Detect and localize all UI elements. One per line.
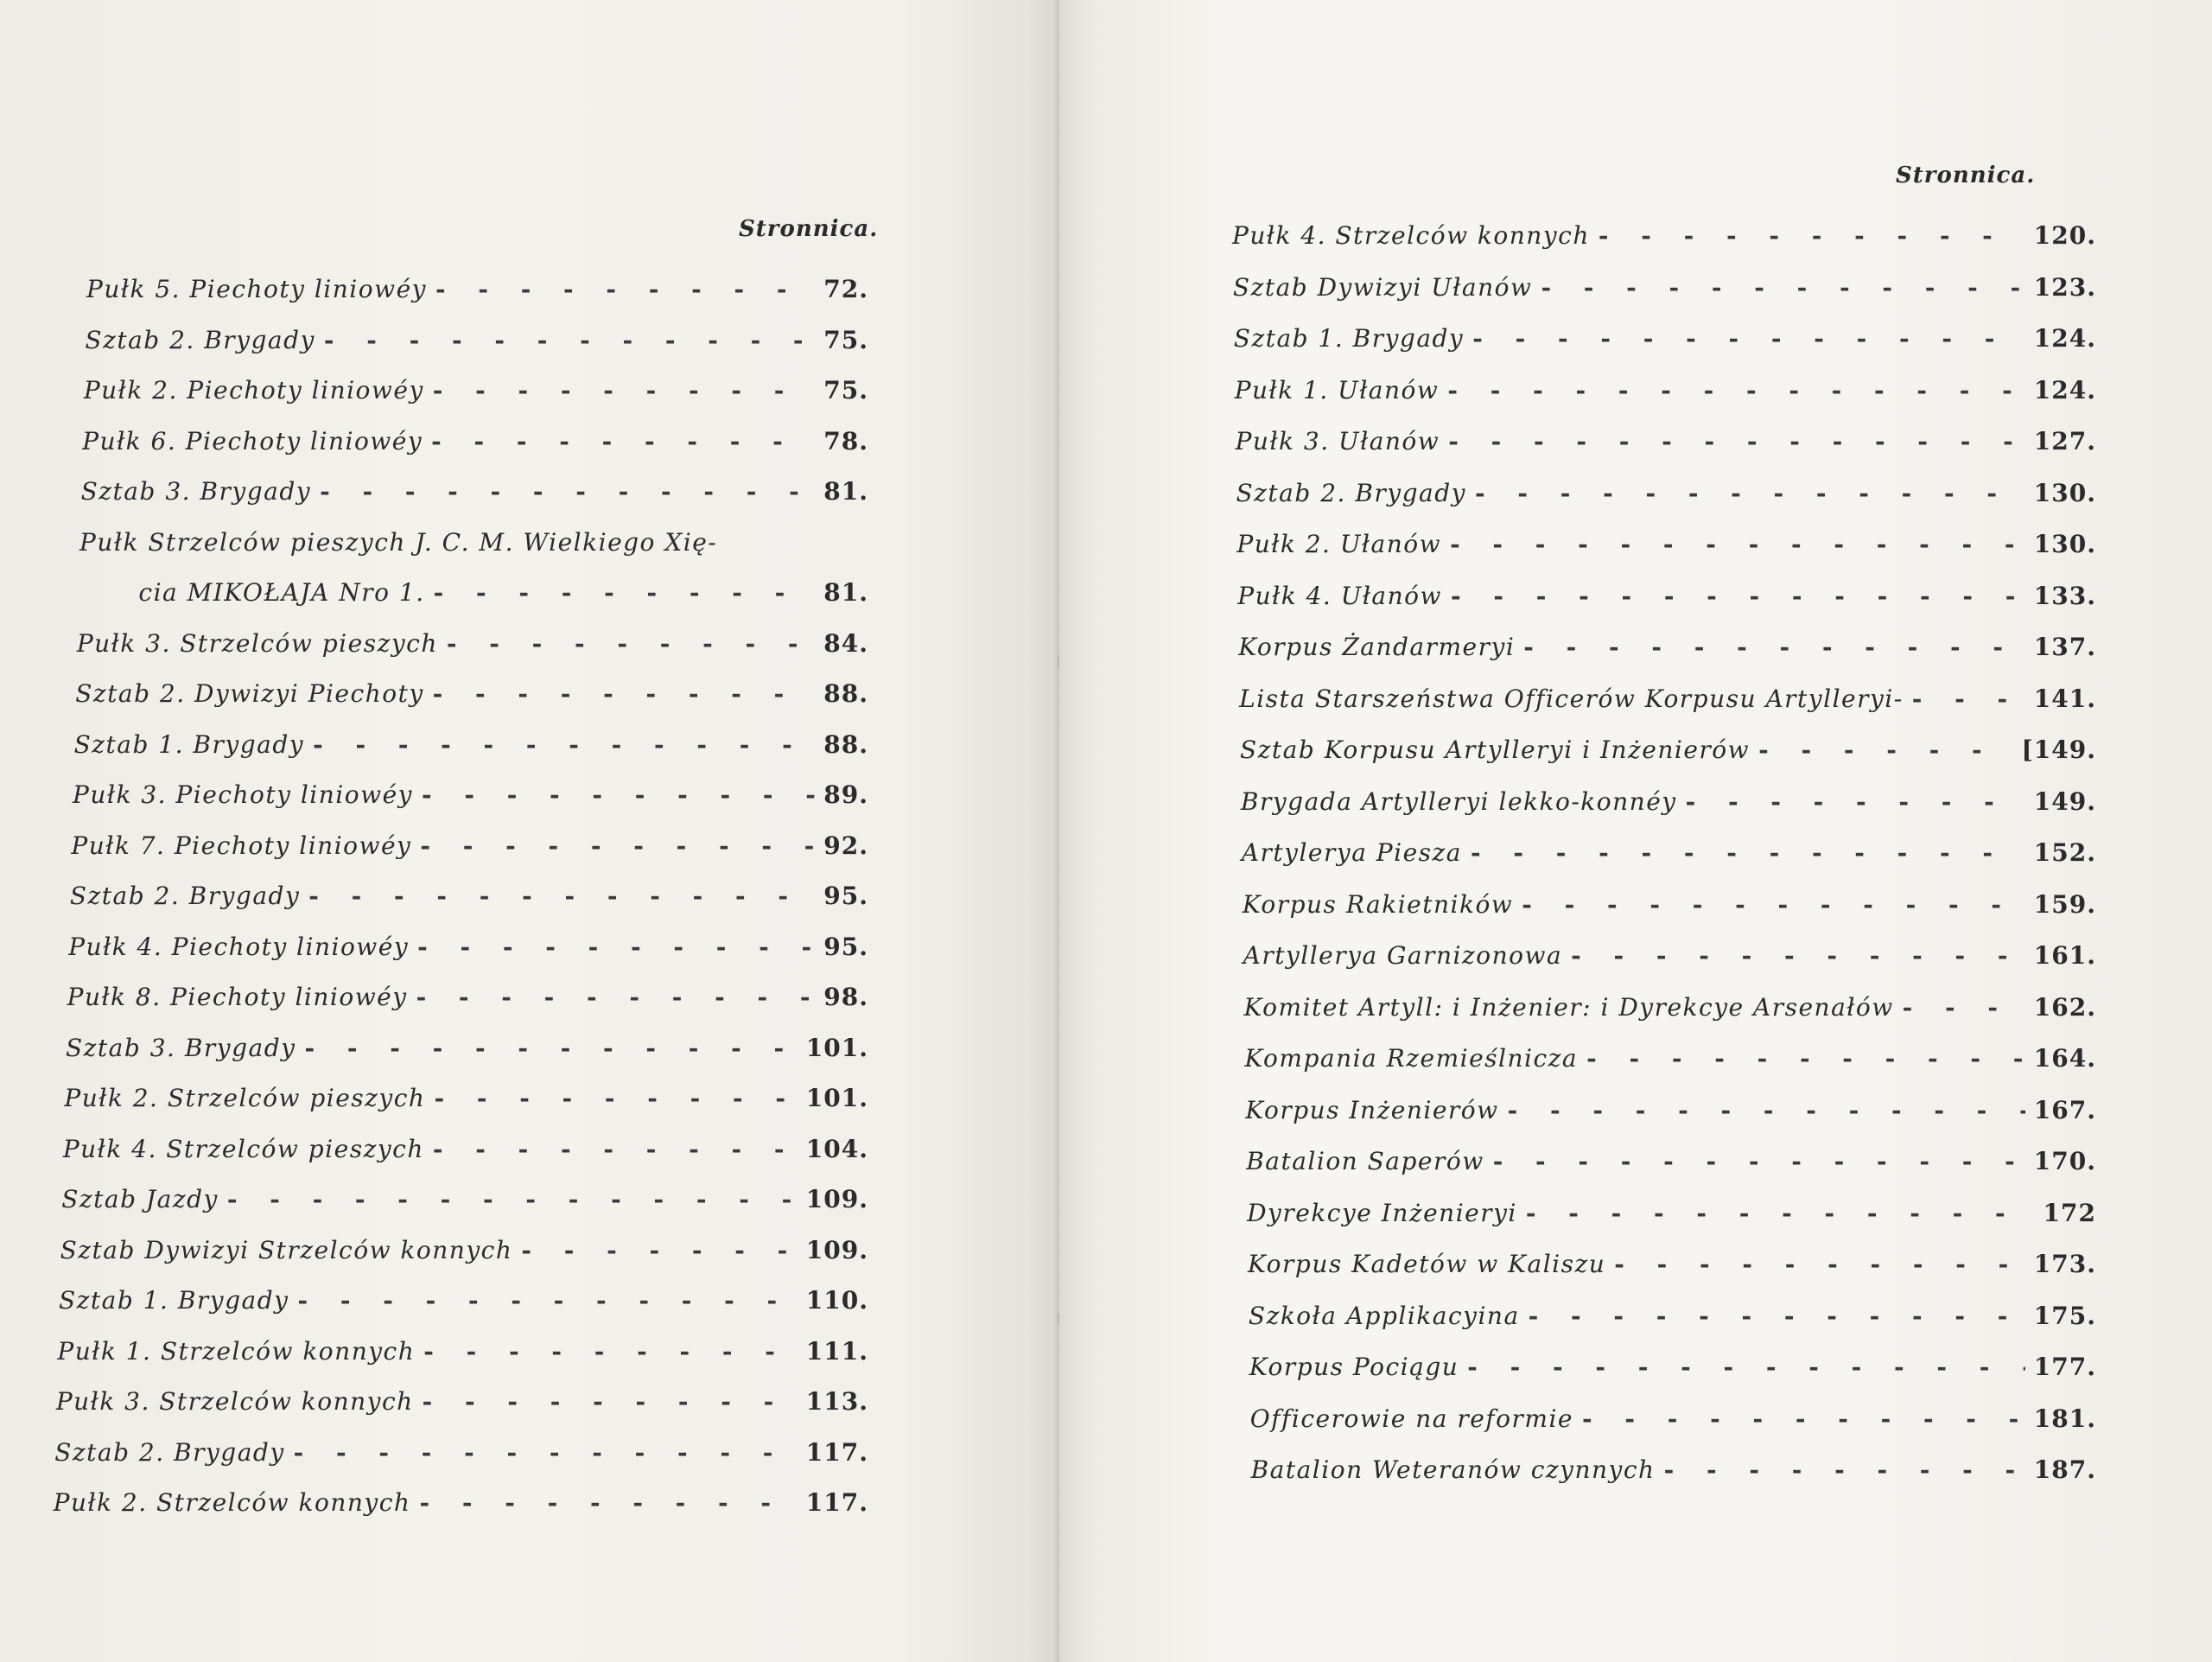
toc-page-number: 123. [2033,272,2096,302]
toc-entry-title: Lista Starszeństwa Officerów Korpusu Artylleryi- [1239,684,1904,713]
dot-leader [1493,1147,2025,1175]
toc-entry [77,629,868,674]
toc-entry [1239,685,2096,729]
toc-entry [61,1185,868,1230]
toc-entry [74,730,868,775]
dot-leader [1614,1250,2025,1278]
toc-entry [1238,633,2096,678]
toc-entry [54,1488,868,1533]
left-page-header: Stronnica. [739,216,879,242]
toc-entry [1250,1404,2096,1449]
toc-page-number: 159. [2033,889,2096,919]
toc-entry-title: Sztab Jazdy [61,1185,219,1213]
toc-entry-title: Sztab Dywizyi Ułanów [1232,272,1533,302]
toc-entry-title: Sztab 2. Brygady [69,882,301,910]
right-page [1059,0,2212,1662]
dot-leader [434,578,816,607]
toc-page-number: 95. [823,932,868,961]
toc-page-number: 127. [2033,427,2096,455]
toc-page-number: 117. [805,1437,868,1467]
toc-entry [54,1438,868,1483]
dot-leader [1599,221,2025,250]
dot-leader [297,1286,797,1315]
toc-entry [1249,1302,2096,1347]
toc-entry [56,1387,868,1432]
toc-page-number: 173. [2033,1250,2096,1278]
toc-entry-title: Pułk 2. Strzelców konnych [53,1488,411,1517]
toc-entry [1246,1147,2096,1192]
toc-page-number: 181. [2033,1404,2096,1433]
toc-entry-title: Pułk 2. Ułanów [1236,530,1442,558]
toc-entry-title: Pułk 4. Strzelców pieszych [62,1134,424,1163]
toc-page-number: 172 [2043,1198,2096,1227]
dot-leader [1467,1353,2025,1381]
toc-entry [84,376,868,421]
toc-entry [1236,427,2096,472]
toc-entry [1235,376,2096,421]
toc-entry-title: Pułk 6. Piechoty liniowéy [82,426,423,455]
toc-entry [1240,735,2096,780]
dot-leader [419,1488,797,1517]
toc-entry [59,1286,868,1331]
toc-entry [86,275,868,320]
toc-entry [57,1337,868,1382]
toc-entry-title: Sztab 3. Brygady [66,1033,296,1062]
toc-entry [1244,993,2097,1038]
toc-page-number: 104. [805,1134,868,1163]
toc-entry [1236,530,2096,575]
toc-page-number: 109. [805,1185,868,1213]
dot-leader [1450,530,2025,558]
toc-entry [1242,838,2096,883]
toc-page-number: 78. [823,426,868,455]
dot-leader [417,933,815,961]
toc-entry-title: Sztab 3. Brygady [80,477,312,506]
dot-leader [1475,479,2025,507]
toc-entry [1251,1455,2096,1500]
left-page [0,0,1059,1662]
toc-entry [1234,324,2096,369]
toc-entry-title: Sztab 1. Brygady [73,729,305,759]
toc-entry-title: Pułk Strzelców pieszych J. C. M. Wielkiego Xię- [79,527,718,557]
toc-entry [67,983,868,1028]
toc-entry [1244,1044,2096,1089]
dot-leader [308,882,815,910]
dot-leader [1582,1404,2025,1433]
dot-leader [1448,427,2025,455]
dot-leader [1571,941,2025,970]
toc-entry-title: Pułk 2. Strzelców pieszych [64,1084,426,1112]
toc-entry-title: Pułk 3. Piechoty liniowéy [73,780,413,809]
toc-entry-title: Artylerya Piesza [1241,838,1462,867]
toc-entry-title: Sztab 2. Dywizyi Piechoty [75,679,424,708]
dot-leader [304,1034,797,1062]
toc-entry [1245,1096,2096,1141]
toc-page-number: 177. [2033,1353,2096,1381]
toc-entry [79,528,868,573]
dot-leader [320,477,815,506]
toc-page-number: 167. [2033,1095,2096,1124]
dot-leader [1508,1096,2025,1124]
dot-leader [431,427,815,455]
toc-entry-title: Kompania Rzemieślnicza [1244,1044,1579,1073]
toc-page-number: 84. [823,628,868,658]
toc-page-number: 130. [2033,478,2096,507]
toc-page-number: 187. [2033,1455,2096,1484]
dot-leader [1758,735,2012,764]
dot-leader [1522,890,2025,919]
toc-entry-title: Sztab 1. Brygady [59,1286,289,1315]
toc-entry-title: Pułk 4. Strzelców konnych [1232,221,1590,250]
toc-entry-title: Officerowie na reformie [1249,1404,1573,1433]
toc-page-number: 124. [2033,375,2096,404]
dot-leader [1526,1199,2035,1227]
toc-page-number: 162. [2033,992,2096,1022]
dot-leader [227,1185,798,1213]
toc-page-number: 81. [823,578,868,607]
toc-entry [85,326,868,371]
dot-leader [423,1337,798,1366]
toc-entry-title: Batalion Weteranów czynnych [1250,1455,1656,1484]
right-page-header: Stronnica. [1896,162,2036,188]
toc-entry-title: Pułk 1. Ułanów [1234,375,1440,404]
toc-page-number: 130. [2033,530,2096,558]
toc-page-number: 133. [2033,581,2096,610]
toc-page-number: 137. [2033,633,2096,661]
toc-entry [1236,479,2097,524]
toc-entry-title: Brygada Artylleryi lekko-konnéy [1240,786,1677,816]
dot-leader [422,780,815,809]
toc-entry-title: Sztab 2. Brygady [85,325,315,354]
toc-entry [1247,1199,2096,1244]
toc-entry-title: Korpus Rakietników [1242,889,1514,919]
toc-entry-title: Pułk 4. Piechoty liniowéy [68,932,410,961]
dot-leader [1686,787,2025,816]
dot-leader [1586,1044,2025,1073]
toc-page-number: 95. [823,882,868,910]
toc-entry [1241,787,2096,832]
dot-leader [433,1135,798,1163]
dot-leader [1447,376,2024,404]
toc-entry-title: Batalion Saperów [1246,1147,1484,1175]
toc-page-number: 110. [805,1286,868,1315]
toc-entry-title: Szkoła Applikacyina [1248,1301,1520,1330]
toc-page-number: 141. [2033,684,2096,713]
toc-entry-title: Pułk 7. Piechoty liniowéy [71,831,412,860]
toc-page-number: 175. [2033,1301,2096,1330]
dot-leader [423,1387,798,1416]
dot-leader [1903,993,2025,1022]
toc-entry-title: Sztab 1. Brygady [1233,324,1465,353]
toc-page-number: 117. [805,1488,868,1517]
toc-entry-title: Sztab 2. Brygady [1236,478,1466,507]
dot-leader [435,275,815,303]
dot-leader [447,629,815,658]
toc-page-number: 124. [2033,324,2096,353]
dot-leader [1664,1455,2025,1484]
toc-entry [1243,890,2096,935]
toc-entry-title: Pułk 1. Strzelców konnych [57,1336,416,1366]
toc-entry-title: Korpus Kadetów w Kaliszu [1248,1250,1606,1278]
toc-page-number: 152. [2033,838,2096,867]
toc-entry-title: Pułk 8. Piechoty liniowéy [67,983,408,1011]
toc-page-number: 149. [2033,786,2096,816]
toc-entry-title: Korpus Żandarmeryi [1238,633,1516,661]
toc-page-number: 88. [823,729,868,759]
toc-entry [1237,582,2096,627]
toc-entry-title: Pułk 5. Piechoty liniowéy [86,275,427,303]
toc-page-number: 164. [2033,1044,2096,1073]
dot-leader [434,1084,797,1112]
dot-leader [416,983,816,1011]
toc-page-number: 113. [805,1387,868,1416]
toc-entry [75,679,868,724]
dot-leader [433,376,816,404]
toc-entry [78,578,868,623]
toc-page-number: 75. [823,376,868,404]
toc-entry-title: Sztab Dywizyi Strzelców konnych [60,1235,513,1264]
dot-leader [324,326,815,354]
toc-entry [70,882,868,927]
toc-page-number: 72. [823,275,868,303]
dot-leader [433,679,816,708]
toc-entry-title: Korpus Inżenierów [1245,1095,1499,1124]
toc-entry-title: Pułk 3. Strzelców konnych [55,1387,414,1416]
dot-leader [1471,838,2025,867]
toc-page-number: 120. [2033,221,2096,250]
toc-entry [60,1236,868,1281]
toc-entry [73,780,868,825]
toc-entry [64,1084,868,1129]
toc-page-number: 170. [2033,1147,2096,1175]
toc-page-number: 75. [823,325,868,354]
toc-entry [68,933,868,977]
toc-page-number: 161. [2033,941,2096,970]
toc-entry-title: Pułk 2. Piechoty liniowéy [83,376,424,404]
dot-leader [1523,633,2025,661]
toc-entry [71,831,868,876]
toc-entry [1243,941,2096,986]
toc-entry [66,1034,868,1079]
toc-entry-title: Pułk 3. Strzelców pieszych [76,628,438,658]
toc-page-number: 88. [823,679,868,708]
toc-entry-title: Sztab Korpusu Artylleryi i Inżenierów [1240,735,1751,764]
dot-leader [313,730,815,759]
toc-entry-title: Artyllerya Garnizonowa [1243,941,1563,970]
toc-entry-title: Komitet Artyll: i Inżenier: i Dyrekcye Arsenałów [1243,992,1894,1022]
toc-entry-title: Korpus Pociągu [1249,1353,1459,1381]
dot-leader [1541,273,2024,302]
toc-entry-title: cia MIKOŁAJA Nro 1. [138,578,425,607]
toc-entry [63,1135,868,1180]
dot-leader [1912,685,2025,713]
toc-entry-title: Pułk 3. Ułanów [1235,427,1440,455]
toc-entry-title: Sztab 2. Brygady [54,1437,285,1467]
toc-page-number: 98. [823,983,868,1011]
toc-page-number: 109. [805,1235,868,1264]
dot-leader [420,831,815,860]
dot-leader [521,1236,797,1264]
toc-page-number: 101. [805,1033,868,1062]
toc-entry-title: Dyrekcye Inżenieryi [1247,1198,1517,1227]
dot-leader [294,1438,798,1467]
toc-page-number: 101. [805,1084,868,1112]
toc-entry [82,427,868,472]
toc-entry [1249,1353,2096,1398]
dot-leader [1529,1302,2025,1330]
toc-page-number: 92. [823,831,868,860]
toc-entry [81,477,868,522]
toc-page-number: 111. [805,1336,868,1366]
dot-leader [1472,324,2025,353]
toc-entry [1232,221,2096,266]
toc-page-number: 89. [823,780,868,809]
toc-page-number: [149. [2021,735,2096,764]
toc-page-number: 81. [823,477,868,506]
dot-leader [1451,582,2025,610]
toc-entry-title: Pułk 4. Ułanów [1237,581,1442,610]
toc-entry [1233,273,2096,318]
toc-entry [1248,1250,2096,1295]
